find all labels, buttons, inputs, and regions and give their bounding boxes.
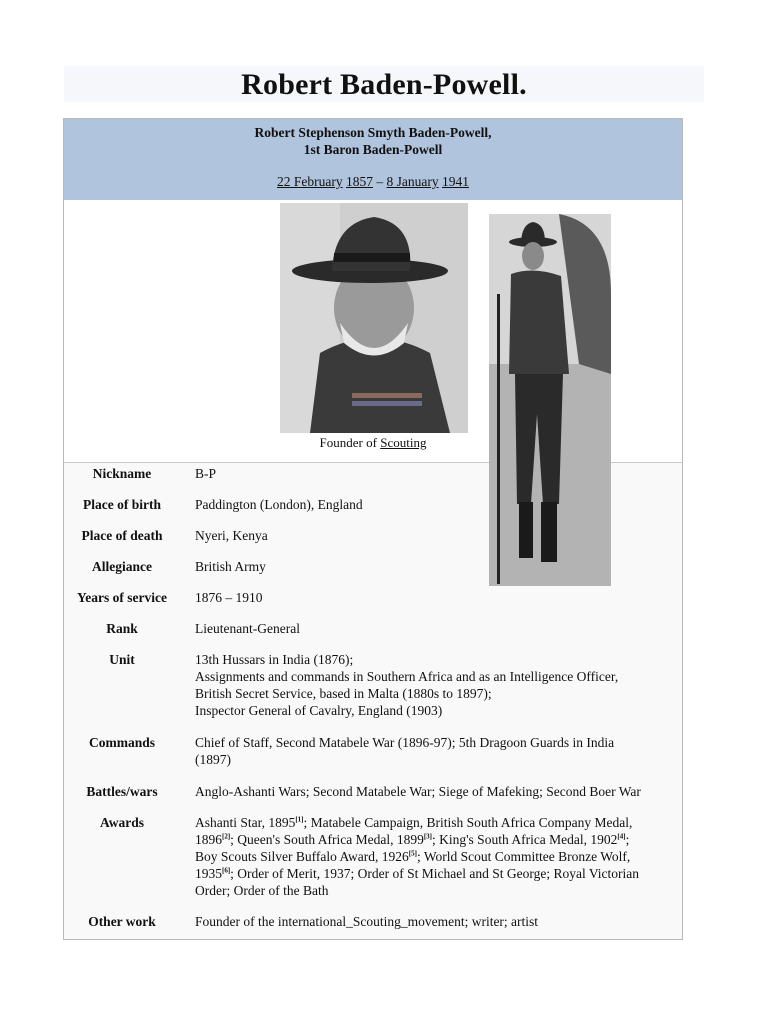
portrait-photo xyxy=(280,203,468,433)
scouting-link[interactable]: Scouting xyxy=(380,435,427,450)
birth-year-link[interactable]: 1857 xyxy=(346,174,373,189)
place-of-birth-value: Paddington (London), England xyxy=(195,497,363,512)
reference-link[interactable]: [3] xyxy=(423,832,432,841)
awards-line: Order; Order of the Bath xyxy=(195,883,329,898)
battles-label: Battles/wars xyxy=(86,784,158,799)
nickname-label: Nickname xyxy=(92,466,152,481)
unit-label: Unit xyxy=(109,652,135,667)
birth-day-link[interactable]: 22 February xyxy=(277,174,343,189)
death-year-link[interactable]: 1941 xyxy=(441,174,469,189)
unit-line: British Secret Service, based in Malta (1880s to 1897); xyxy=(195,686,492,701)
commands-line: Chief of Staff, Second Matabele War (1896-97); 5th Dragoon Guards in India xyxy=(195,735,615,750)
commands-label: Commands xyxy=(88,735,155,750)
rank-value: Lieutenant-General xyxy=(195,621,300,636)
battles-value: Anglo-Ashanti Wars; Second Matabele War; Siege of Mafeking; Second Boer War xyxy=(195,784,641,799)
awards-line: Ashanti Star, 1895[1]; Matabele Campaign, British South Africa Company Medal, xyxy=(195,815,633,830)
other-work-value: Founder of the international_Scouting_movement; writer; artist xyxy=(195,914,539,929)
title-name: 1st Baron Baden-Powell xyxy=(303,142,443,157)
full-length-photo xyxy=(489,214,611,586)
awards-line: 1935[6]; Order of Merit, 1937; Order of St Michael and St George; Royal Victorian xyxy=(195,866,640,881)
infobox xyxy=(63,118,683,940)
other-work-label: Other work xyxy=(88,914,156,929)
place-of-birth-label: Place of birth xyxy=(83,497,161,512)
full-name: Robert Stephenson Smyth Baden-Powell, xyxy=(254,125,492,140)
years-of-service-value: 1876 – 1910 xyxy=(195,590,263,605)
death-day-link[interactable]: 8 January xyxy=(386,174,439,189)
reference-link[interactable]: [4] xyxy=(617,832,626,841)
allegiance-label: Allegiance xyxy=(92,559,152,574)
allegiance-value: British Army xyxy=(195,559,266,574)
awards-value xyxy=(195,814,681,899)
infobox-header xyxy=(64,119,682,200)
caption-text: Founder of xyxy=(319,435,381,450)
rank-label: Rank xyxy=(106,621,138,636)
life-dates xyxy=(64,174,682,190)
reference-link[interactable]: [5] xyxy=(408,849,417,858)
commands-value xyxy=(195,734,681,768)
page-title: Robert Baden-Powell. xyxy=(241,68,527,101)
nickname-value: B-P xyxy=(195,466,217,481)
commands-line: (1897) xyxy=(195,752,231,767)
reference-link[interactable]: [1] xyxy=(295,815,304,824)
page-title-bar xyxy=(64,66,704,102)
date-separator: – xyxy=(373,174,387,189)
reference-link[interactable]: [2] xyxy=(222,832,231,841)
years-of-service-label: Years of service xyxy=(77,590,167,605)
unit-line: Assignments and commands in Southern Africa and as an Intelligence Officer, xyxy=(195,669,619,684)
reference-link[interactable]: [6] xyxy=(222,866,231,875)
unit-line: Inspector General of Cavalry, England (1903) xyxy=(195,703,443,718)
awards-line: 1896[2]; Queen's South Africa Medal, 1899[3]; King's South Africa Medal, 1902[4]; xyxy=(195,832,630,847)
place-of-death-value: Nyeri, Kenya xyxy=(195,528,268,543)
unit-value xyxy=(195,651,681,719)
unit-line: 13th Hussars in India (1876); xyxy=(195,652,354,667)
awards-line: Boy Scouts Silver Buffalo Award, 1926[5]; World Scout Committee Bronze Wolf, xyxy=(195,849,631,864)
awards-label: Awards xyxy=(99,815,144,830)
place-of-death-label: Place of death xyxy=(81,528,163,543)
